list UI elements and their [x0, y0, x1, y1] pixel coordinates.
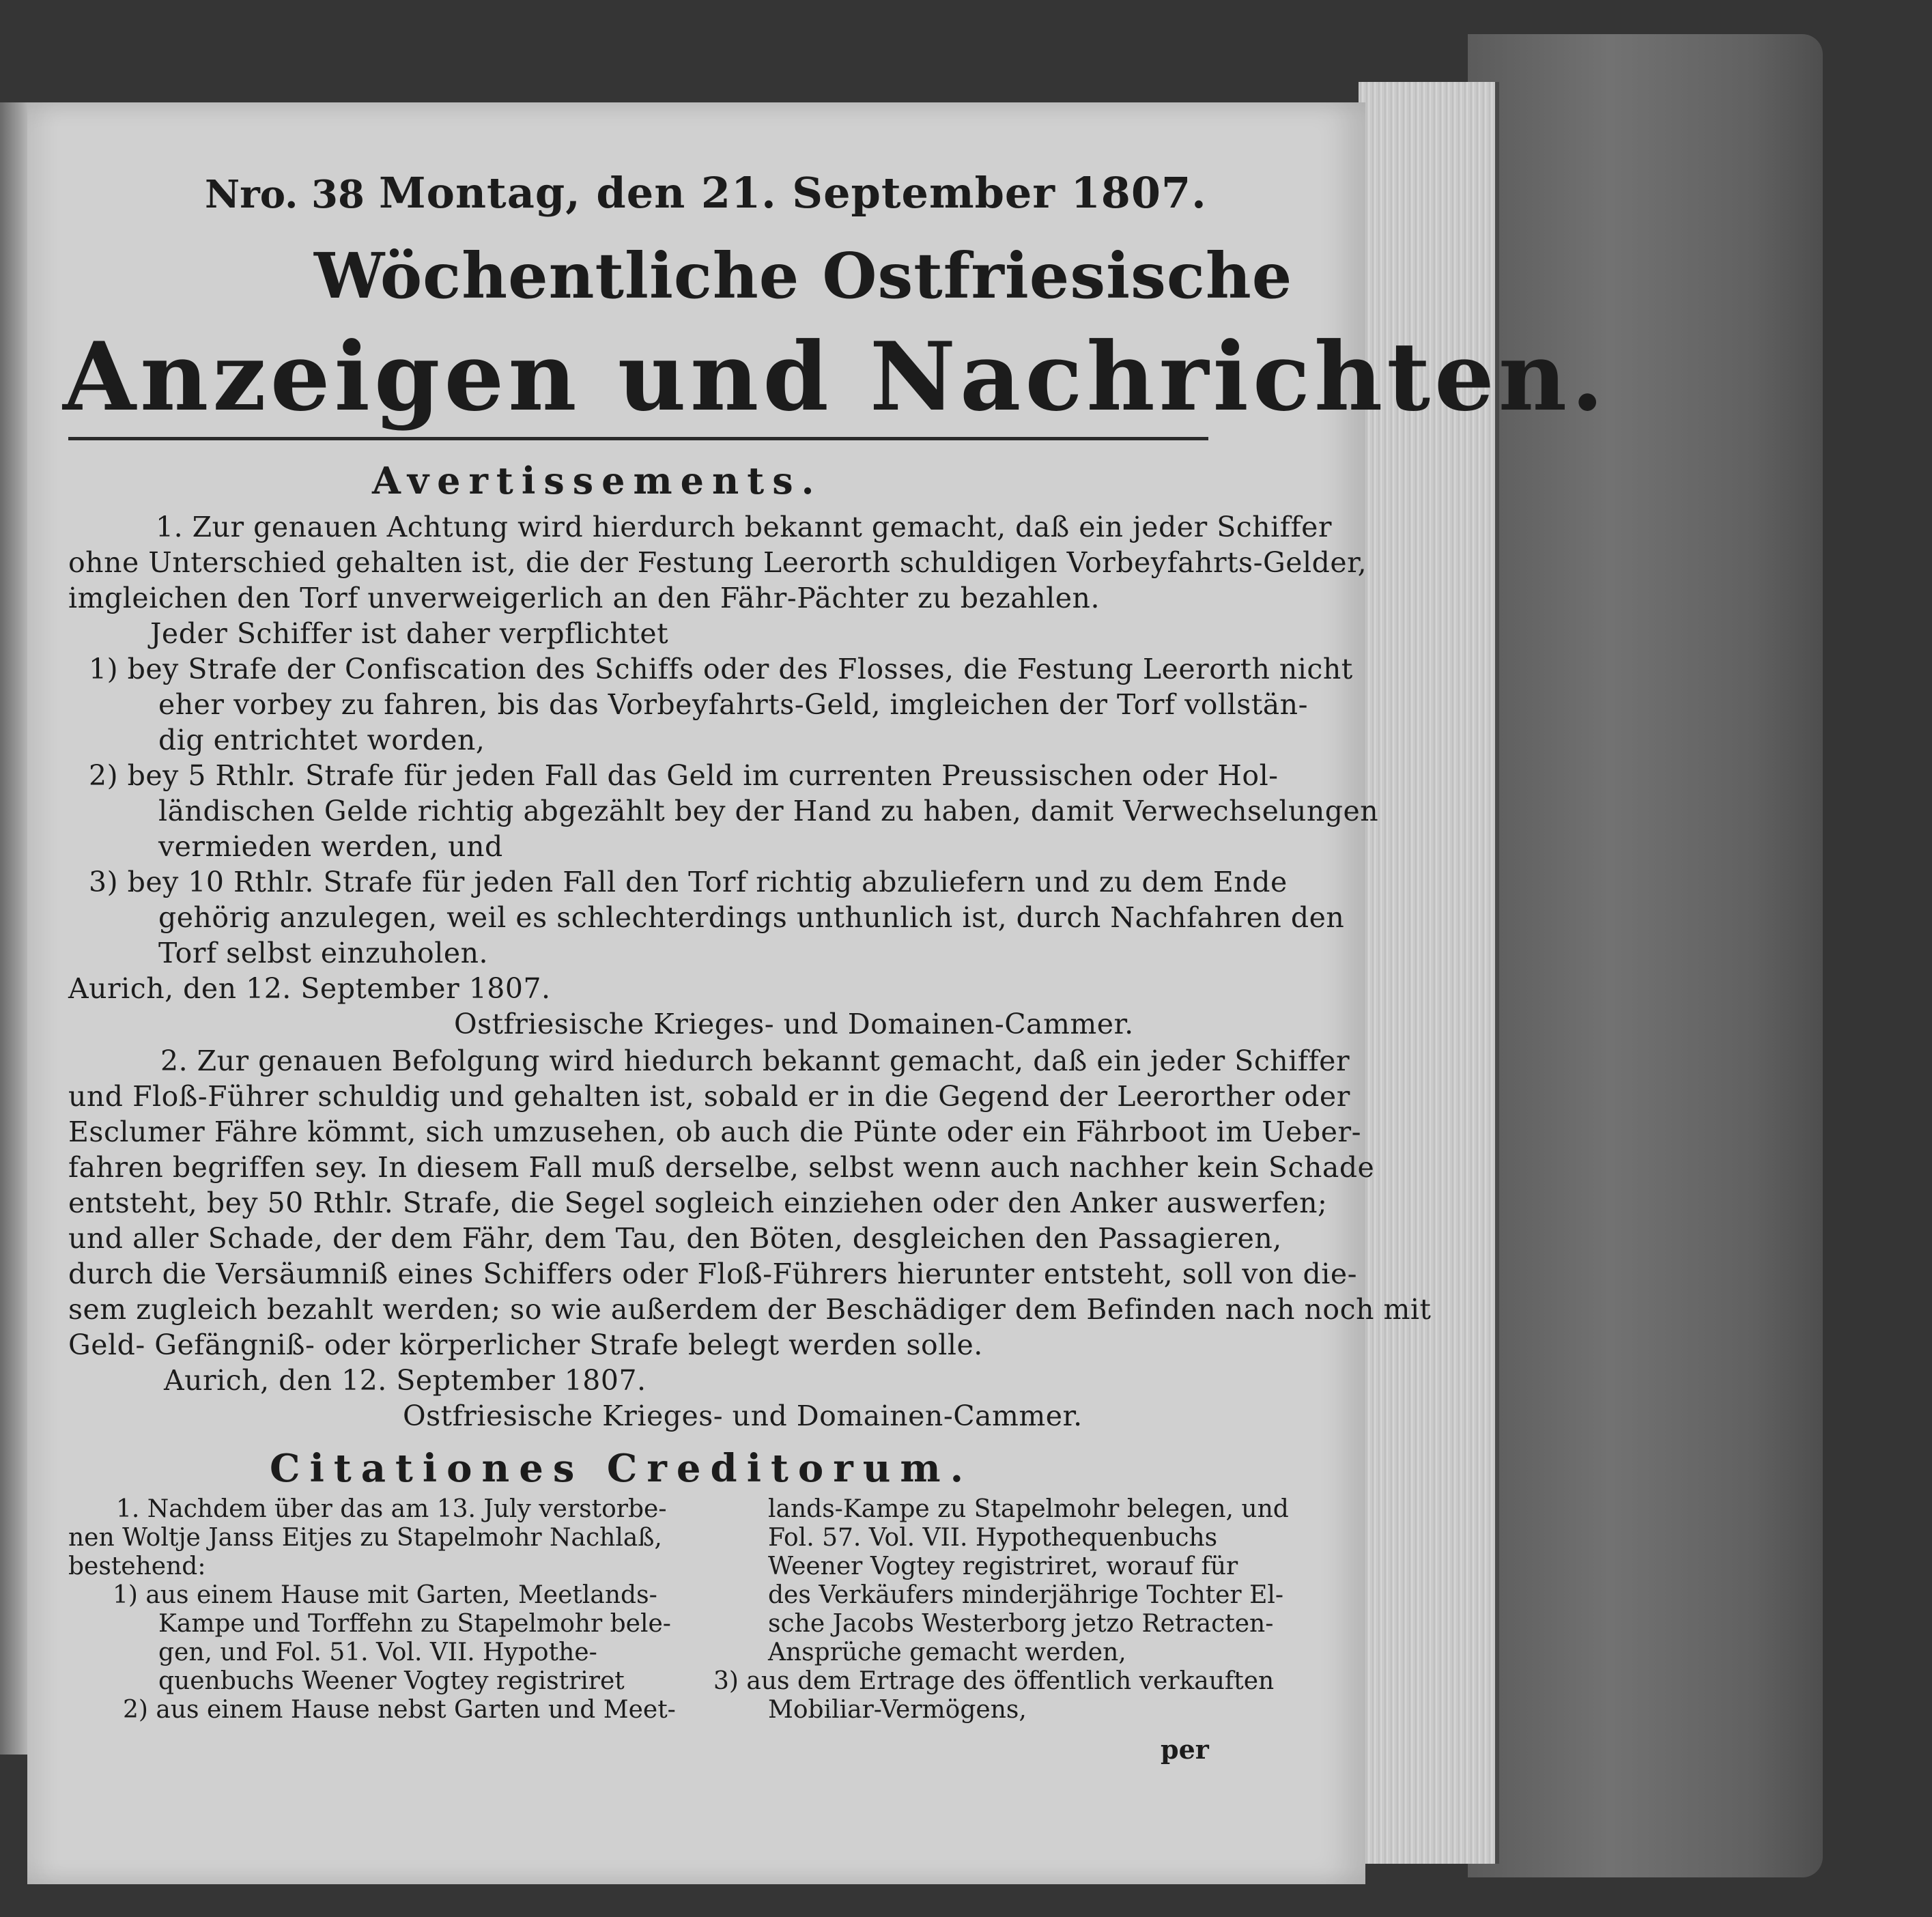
masthead-rule	[68, 437, 1208, 440]
left-col-line: nen Woltje Janss Eitjes zu Stapelmohr Nachlaß,	[68, 1524, 662, 1552]
text-line: 2. Zur genauen Befolgung wird hiedurch bekannt gemacht, daß ein jeder Schiffer	[160, 1045, 1350, 1077]
masthead-line1: Wöchentliche Ostfriesische	[314, 239, 1293, 313]
left-col-line: quenbuchs Weener Vogtey registriret	[158, 1667, 625, 1695]
right-col-line: Fol. 57. Vol. VII. Hypothequenbuchs	[768, 1524, 1218, 1552]
text-line: 1) bey Strafe der Confiscation des Schiffs oder des Flosses, die Festung Leerorth nicht	[89, 653, 1353, 685]
text-line: und aller Schade, der dem Fähr, dem Tau, den Böten, desgleichen den Passagieren,	[68, 1222, 1282, 1255]
left-col-line: gen, und Fol. 51. Vol. VII. Hypothe-	[158, 1638, 597, 1666]
text-line: Ostfriesische Krieges- und Domainen-Cammer.	[454, 1008, 1134, 1040]
text-line: sem zugleich bezahlt werden; so wie außerdem der Beschädiger dem Befinden nach noch mit	[68, 1293, 1432, 1326]
issue-date: Montag, den 21. September 1807.	[379, 168, 1207, 218]
text-line: ländischen Gelde richtig abgezählt bey der Hand zu haben, damit Verwechselungen	[158, 795, 1379, 827]
text-line: ohne Unterschied gehalten ist, die der Festung Leerorth schuldigen Vorbeyfahrts-Gelder,	[68, 546, 1367, 579]
right-col-line: Ansprüche gemacht werden,	[768, 1638, 1126, 1666]
facing-page-edge	[0, 102, 30, 1755]
right-col-line: Mobiliar-Vermögens,	[768, 1696, 1027, 1724]
issue-number: Nro. 38	[205, 172, 365, 217]
text-line: fahren begriffen sey. In diesem Fall muß derselbe, selbst wenn auch nachher kein Schade	[68, 1151, 1375, 1184]
book-cover	[1468, 34, 1823, 1877]
text-line: vermieden werden, und	[158, 830, 503, 863]
text-line: Esclumer Fähre kömmt, sich umzusehen, ob auch die Pünte oder ein Fährboot im Ueber-	[68, 1116, 1361, 1148]
text-line: Torf selbst einzuholen.	[158, 937, 489, 969]
right-col-line: des Verkäufers minderjährige Tochter El-	[768, 1581, 1284, 1609]
text-line: dig entrichtet worden,	[158, 724, 485, 756]
text-line: entsteht, bey 50 Rthlr. Strafe, die Segel sogleich einziehen oder den Anker auswerfen;	[68, 1187, 1328, 1219]
section-heading-avertissements: Avertissements.	[372, 459, 823, 502]
text-line: und Floß-Führer schuldig und gehalten ist, sobald er in die Gegend der Leerorther oder	[68, 1080, 1350, 1113]
left-col-line: Kampe und Torffehn zu Stapelmohr bele-	[158, 1610, 671, 1638]
text-line: Geld- Gefängniß- oder körperlicher Strafe belegt werden solle.	[68, 1329, 983, 1361]
catchword: per	[1161, 1734, 1209, 1765]
text-line: durch die Versäumniß eines Schiffers oder Floß-Führers hierunter entsteht, soll von die-	[68, 1258, 1357, 1290]
text-line: gehörig anzulegen, weil es schlechterdings unthunlich ist, durch Nachfahren den	[158, 901, 1345, 934]
left-col-line: bestehend:	[68, 1552, 206, 1580]
text-line: 3) bey 10 Rthlr. Strafe für jeden Fall den Torf richtig abzuliefern und zu dem Ende	[89, 866, 1288, 898]
text-line: Aurich, den 12. September 1807.	[164, 1364, 647, 1397]
text-line: Jeder Schiffer ist daher verpflichtet	[150, 617, 669, 650]
right-col-line: lands-Kampe zu Stapelmohr belegen, und	[768, 1495, 1289, 1523]
right-col-line: 3) aus dem Ertrage des öffentlich verkauften	[713, 1667, 1275, 1695]
text-line: Aurich, den 12. September 1807.	[68, 972, 551, 1005]
left-col-line: 2) aus einem Hause nebst Garten und Meet-	[123, 1696, 676, 1724]
text-line: 2) bey 5 Rthlr. Strafe für jeden Fall das Geld im currenten Preussischen oder Hol-	[89, 759, 1279, 792]
left-col-line: 1. Nachdem über das am 13. July verstorbe-	[116, 1495, 667, 1523]
text-line: Ostfriesische Krieges- und Domainen-Cammer.	[403, 1400, 1083, 1432]
right-col-line: Weener Vogtey registriret, worauf für	[768, 1552, 1238, 1580]
section-heading-citationes: Citationes Creditorum.	[270, 1446, 974, 1491]
right-col-line: sche Jacobs Westerborg jetzo Retracten-	[768, 1610, 1274, 1638]
text-line: eher vorbey zu fahren, bis das Vorbeyfahrts-Geld, imgleichen der Torf vollstän-	[158, 688, 1308, 721]
text-line: imgleichen den Torf unverweigerlich an den Fähr-Pächter zu bezahlen.	[68, 582, 1100, 614]
masthead-line2: Anzeigen und Nachrichten.	[63, 321, 1608, 432]
text-line: 1. Zur genauen Achtung wird hierdurch bekannt gemacht, daß ein jeder Schiffer	[156, 511, 1332, 543]
left-col-line: 1) aus einem Hause mit Garten, Meetlands-	[113, 1581, 657, 1609]
